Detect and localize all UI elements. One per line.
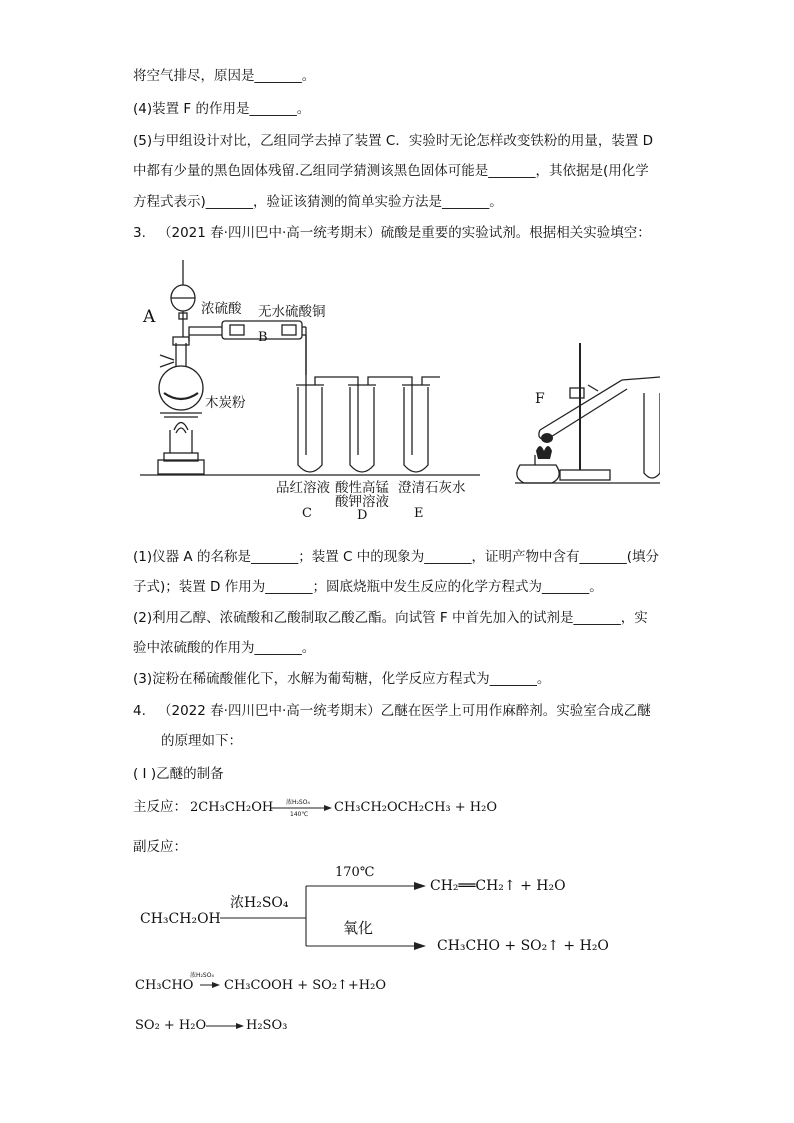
main-reaction-left: 2CH₃CH₂OH [190,800,274,815]
label-conc-acid: 浓硫酸 [201,301,242,317]
text-line: 验中浓硫酸的作用为_______。 [133,640,316,656]
text-line: (1)仪器 A 的名称是_______；装置 C 中的现象为_______，证明产物中含有_______(填分 [133,549,659,565]
side-bot-product: CH₃CHO + SO₂↑ + H₂O [437,938,609,954]
section-title: ( I )乙醚的制备 [133,766,224,782]
reaction3-cond: 浓H₂SO₄ [190,972,214,979]
main-reaction-cond-top: 浓H₂SO₄ [286,799,310,806]
text-line: 子式)；装置 D 作用为_______；圆底烧瓶中发生反应的化学方程式为_______。 [133,579,603,595]
side-top-cond: 170℃ [335,865,375,880]
reaction3-arrow [200,980,220,990]
text-line: 方程式表示)_______，验证该猜测的简单实验方法是_______。 [133,194,503,210]
question-text: （2022 春·四川巴中·高一统考期末）乙醚在医学上可用作麻醉剂。实验室合成乙醚 [158,703,651,719]
text-line: (4)装置 F 的作用是_______。 [133,101,311,117]
main-reaction-right: CH₃CH₂OCH₂CH₃ + H₂O [334,800,498,815]
reaction4-right: H₂SO₃ [246,1018,288,1033]
side-top-product: CH₂══CH₂↑ + H₂O [430,878,566,894]
question-text: 的原理如下： [161,733,242,749]
text-line: 将空气排尽，原因是_______。 [133,68,316,84]
side-reaction-reactant: CH₃CH₂OH [140,911,221,927]
label-d-solution-2: 酸钾溶液 [335,494,389,510]
main-reaction-label: 主反应： [133,799,187,815]
text-line: (3)淀粉在稀硫酸催化下，水解为葡萄糖，化学反应方程式为_______。 [133,671,551,687]
text-line: (5)与甲组设计对比，乙组同学去掉了装置 C．实验时无论怎样改变铁粉的用量，装置 D [133,133,654,149]
label-F: F [535,391,545,407]
question-number: 4. [133,703,146,719]
label-d-solution-1: 酸性高锰 [335,480,389,496]
label-e-solution: 澄清石灰水 [398,480,466,496]
question-text: （2021 春·四川巴中·高一统考期末）硫酸是重要的实验试剂。根据相关实验填空： [158,225,651,241]
label-C: C [302,506,312,521]
reaction3-right: CH₃COOH + SO₂↑+H₂O [224,978,387,993]
label-D: D [357,508,368,523]
text-line: (2)利用乙醇、浓硫酸和乙酸制取乙酸乙酯。向试管 F 中首先加入的试剂是_______，实 [133,610,648,626]
label-c-solution: 品红溶液 [276,480,330,496]
label-A: A [143,307,156,327]
side-reaction-cond: 浓H₂SO₄ [230,895,289,911]
label-B: B [258,330,268,345]
reaction3-left: CH₃CHO [135,978,194,993]
question-number: 3. [133,225,146,241]
label-charcoal: 木炭粉 [205,395,246,411]
reaction4-left: SO₂ + H₂O [135,1018,207,1033]
label-anhydrous-cuso4: 无水硫酸铜 [258,304,326,320]
side-bot-cond: 氧化 [343,919,374,937]
label-E: E [414,506,424,521]
side-reaction-label: 副反应： [133,839,187,855]
reaction4-arrow [206,1021,244,1031]
text-line: 中都有少量的黑色固体残留.乙组同学猜测该黑色固体可能是_______，其依据是(用化学 [133,163,649,179]
main-reaction-cond-bot: 140℃ [290,811,309,818]
